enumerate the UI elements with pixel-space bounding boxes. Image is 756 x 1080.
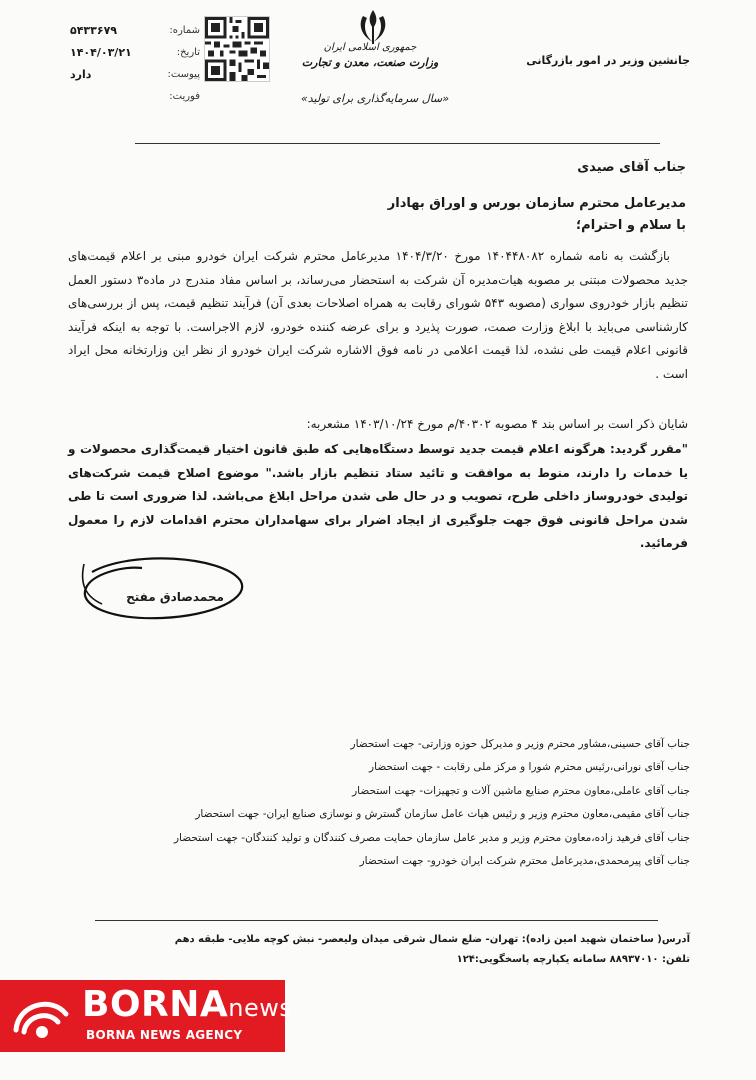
cc-item: جناب آقای فرهید زاده،معاون محترم وزیر و مدیر عامل سازمان حمایت مصرف کنندگان و تولید کنندگان- جهت استحضار [173, 831, 690, 844]
brand-name: BORNA [82, 984, 229, 1025]
brand-suffix: news [228, 994, 293, 1022]
ministry-line-2: وزارت صنعت، معدن و تجارت [301, 56, 439, 69]
borna-logo-icon [12, 990, 70, 1046]
footer-address [175, 930, 690, 970]
deputy-title: جانشین وزیر در امور بازرگانی [526, 54, 690, 67]
footer-divider [95, 920, 658, 921]
header-divider [135, 143, 660, 144]
cc-list [70, 733, 690, 873]
watermark-brand [82, 984, 292, 1025]
signature-scribble-icon [72, 552, 250, 624]
number-label: شماره: [169, 25, 200, 36]
watermark-subtitle: BORNA NEWS AGENCY [86, 1028, 243, 1042]
signatory-name: محمدصادق مفتح [126, 590, 224, 604]
ministry-title [300, 40, 440, 70]
cc-item: جناب آقای عاملی،معاون محترم صنایع ماشین آلات و تجهیزات- جهت استحضار [352, 784, 690, 797]
body-paragraph-2: شایان ذکر است بر اساس بند ۴ مصوبه ۴۰۳۰۲/م مورخ ۱۴۰۳/۱۰/۲۴ مشعربه: [306, 417, 688, 431]
letter-meta [70, 20, 200, 108]
body-paragraph-1: بازگشت به نامه شماره ۱۴۰۴۴۸۰۸۲ مورخ ۱۴۰۴/۳/۲۰ مدیرعامل محترم شرکت ایران خودرو مبنی بر اعلام قیمت‌های جدید محصولات مبتنی بر مصوبه هیات‌مدیره آن شرکت به استحضار می‌رساند، بر اساس مفاد مندرج در ماده۳ دستور العمل تنظیم بازار خودروی سواری (مصوبه ۵۴۳ شورای رقابت به همراه اصلاحات بعدی آن) فرآیند تنظیم قیمت، پس از بررسی‌های کارشناسی می‌باید با ابلاغ وزارت صمت، صورت پذیرد و برای عرضه کننده خودرو، لازم الاجراست. با توجه به اینکه فرآیند قانونی اعلام قیمت طی نشده، لذا قیمت اعلامی در نامه فوق الاشاره شرکت ایران خودرو از نظر این وزارتخانه محل ایراد است . [68, 249, 688, 381]
address-line: آدرس( ساختمان شهید امین زاده): تهران- ضلع شمال شرقی میدان ولیعصر- نبش کوچه ملایی- طبقه دهم [174, 934, 690, 945]
date-label: تاریخ: [176, 47, 200, 58]
body-paragraph-3: "مقرر گردید: هرگونه اعلام قیمت جدید توسط دستگاه‌هایی که طبق قانون اختیار قیمت‌گذاری محصولات و یا خدمات را دارند، منوط به موافقت و تائید ستاد تنظیم بازار باشد." موضوع اصلاح قیمت شرکت‌های تولیدی خودروساز داخلی طرح، تصویب و در حال طی شدن مراحل ابلاغ می‌باشد. لذا ضروری است تا طی شدن مراحل قانونی فوق جهت جلوگیری از ایجاد اضرار برای سهامداران محترم اقدامات لازم را معمول فرمائید. [68, 442, 688, 551]
date-value: ۱۴۰۴/۰۳/۲۱ [70, 46, 132, 59]
qr-code-icon [204, 16, 270, 82]
addressee-title: مدیرعامل محترم سازمان بورس و اوراق بهادار [387, 196, 686, 211]
cc-item: جناب آقای حسینی،مشاور محترم وزیر و مدیرکل حوزه وزارتی- جهت استحضار [350, 738, 690, 750]
cc-item: جناب آقای پیرمحمدی،مدیرعامل محترم شرکت ایران خودرو- جهت استحضار [359, 855, 690, 868]
ministry-line-1: جمهوری اسلامی ایران [323, 42, 417, 53]
attachment-value: دارد [70, 68, 92, 81]
cc-item: جناب آقای مقیمی،معاون محترم وزیر و رئیس هیات عامل سازمان گسترش و نوسازی صنایع ایران- جهت استحضار [195, 808, 690, 821]
cc-item: جناب آقای نورانی،رئیس محترم شورا و مرکز ملی رقابت - جهت استحضار [369, 761, 690, 774]
addressee-name: جناب آقای صیدی [577, 160, 686, 175]
year-slogan: «سال سرمایه‌گذاری برای تولید» [300, 92, 450, 105]
addressee-block [388, 150, 686, 222]
greeting: با سلام و احترام؛ [575, 218, 686, 233]
urgency-label: فوریت: [169, 91, 200, 102]
phone-line: تلفن: ۸۸۹۳۷۰۱۰ سامانه یکپارچه پاسخگویی:۱۲۴ [456, 954, 690, 965]
number-value: ۵۴۳۳۶۷۹ [70, 24, 117, 37]
attachment-label: پیوست: [167, 69, 200, 80]
